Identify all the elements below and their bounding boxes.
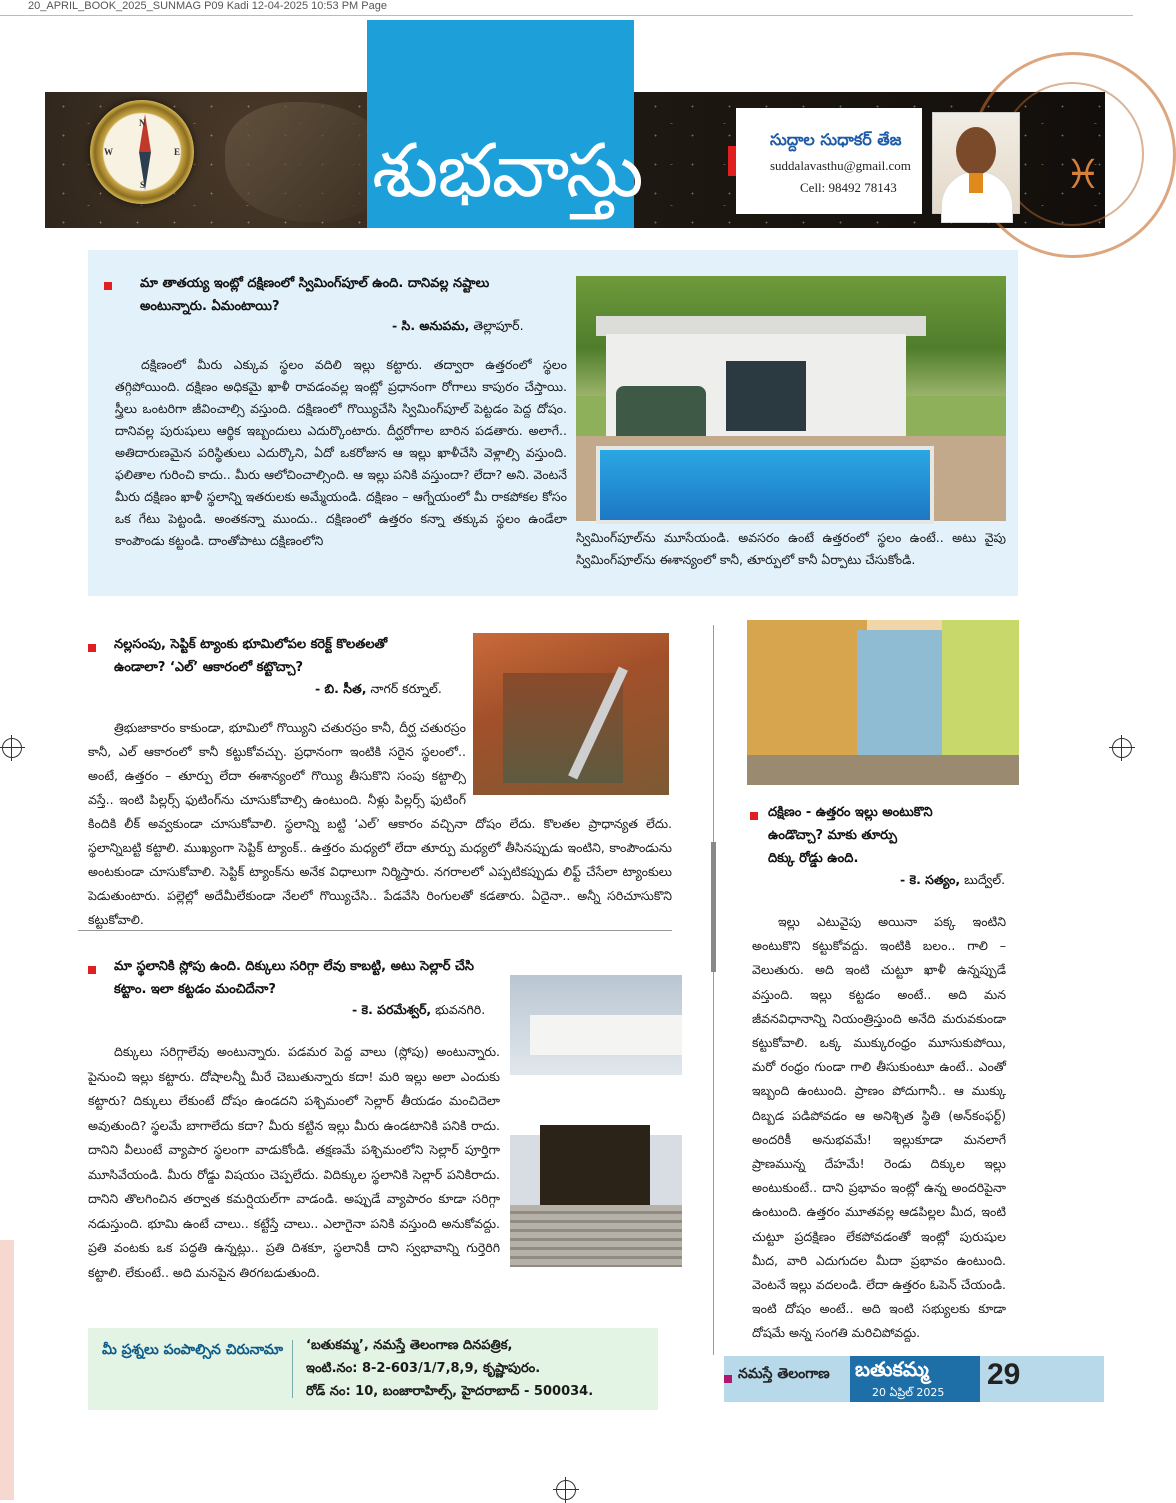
question-2-bullet	[88, 644, 96, 652]
question-4-sig-place: బుద్వేల్.	[960, 872, 1006, 887]
question-4-line-2: ఉండొచ్చా? మాకు తూర్పు	[768, 828, 898, 843]
question-2-line-1: నల్లసంపు, సెప్టిక్ ట్యాంకు భూమిలోపల కరెక్ట్ కొలతలతో	[114, 637, 388, 652]
compass-icon	[90, 100, 194, 204]
column-divider-accent	[711, 842, 716, 972]
question-3-line-2: కట్టాం. ఇలా కట్టడం మంచిదేనా?	[114, 982, 276, 997]
answer-2-image-gap	[466, 716, 672, 798]
question-2-sig-name: - బి. సీత,	[315, 681, 367, 696]
question-2-signature	[315, 681, 442, 700]
section-divider	[78, 930, 672, 931]
registration-mark-left	[2, 738, 22, 758]
address-line-3: రోడ్ నం: 10, బంజారాహిల్స్, హైదరాబాద్ - 500034.	[306, 1384, 594, 1399]
question-1	[140, 272, 560, 318]
print-slug: 20_APRIL_BOOK_2025_SUNMAG P09 Kadi 12-04-2025 10:53 PM Page	[28, 0, 387, 12]
answer-4: ఇల్లు ఎటువైపు అయినా పక్క ఇంటిని అంటుకొని కట్టుకోవద్దు. ఇంటికి బలం.. గాలి – వెలుతురు. అది ఇంటి చుట్టూ ఖాళీ ఉన్నప్పుడే వస్తుంది. ఇల్లు కట్టడం అంటే.. అది మన జీవనవిధానాన్ని నియంత్రిస్తుంది అనేది మరువకుండా కట్టుకోవాలి. ఒక్క ముక్కురంధ్రం మూసుకుపోయి, మరో రంధ్రం గుండా గాలి తీసుకుంటూ ఉంటే.. ఎంతో ఇబ్బంది ఉంటుంది. ప్రాణం పోదుగానీ.. ఆ ముక్కు దిబ్బడ పడిపోవడం ఆ అనిశ్చిత స్థితి (అన్‌కంఫర్ట్) అందరికీ అనుభవమే! ఇల్లుకూడా మనలాగే ప్రాణమున్న దేహమే! రెండు దిక్కుల ఇల్లు అంటుకుంటే.. దాని ప్రభావం ఇంట్లో ఉన్న అందరిపైనా ఉంటుంది. ఉత్తరం మూతవల్ల ఆడపిల్లల మీద, ఇంటి చుట్టూ ప్రదక్షిణం లేకపోవడంతో ఇంట్లో పురుషుల మీద, వారి ఎదుగుదల మీదా ప్రభావం ఉంటుంది. వెంటనే ఇల్లు వదలండి. లేదా ఉత్తరం ఓపెన్ చేయండి. ఇంటి దోషం అంటే.. అది ఇంటి సభ్యులకు కూడా దోషమే అన్న సంగతి మరిచిపోవద్దు.	[752, 914, 1006, 1341]
swimming-pool-photo	[576, 276, 1006, 521]
page-title: శుభవాస్తు	[372, 128, 643, 214]
question-4-bullet	[750, 812, 758, 820]
compass-label-s: S	[140, 180, 146, 190]
pool-photo-roof	[596, 316, 926, 336]
question-3-bullet	[88, 966, 96, 974]
address-separator	[292, 1340, 293, 1398]
footer-date: 20 ఏప్రిల్ 2025	[872, 1386, 945, 1399]
compass-label-n: N	[139, 118, 146, 128]
question-4-signature	[900, 872, 1005, 891]
photo-collar	[969, 173, 983, 193]
footer-magazine-name: బతుకమ్మ	[855, 1357, 929, 1381]
question-3-sig-place: భువనగిరి.	[431, 1002, 486, 1017]
footer-brand: నమస్తే తెలంగాణ	[738, 1366, 830, 1382]
pisces-icon: ♓	[1065, 152, 1101, 198]
question-3-signature	[352, 1002, 485, 1021]
answer-1-right: స్విమింగ్‌పూల్‌ను మూసేయండి. అవసరం ఉంటే ఉత్తరంలో స్థలం ఉంటే.. అటు వైపు స్విమింగ్‌పూల్‌ను ఈశాన్యంలో కానీ, తూర్పులో కానీ ఏర్పాటు చేసుకోండి.	[576, 530, 1006, 567]
answer-2-text: త్రిభుజాకారం కాకుండా, భూమిలో గొయ్యిని చతురస్రం కానీ, దీర్ఘ చతురస్రం కానీ, ఎల్ ఆకారంలో కానీ కట్టుకోవచ్చు. ప్రధానంగా ఇంటికి సరైన స్థలంలో.. అంటే, ఉత్తరం – తూర్పు లేదా ఈశాన్యంలో గొయ్యి తీసుకొని సంపు కట్టాల్సి వస్తే.. ఇంటి పిల్లర్స్ ఫుటింగ్‌ను చూసుకోవాల్సి ఉంటుంది. నీళ్లు పిల్లర్స్ ఫుటింగ్ కిందికి లీక్ అవ్వకుండా చూసుకోవాలి. స్థలాన్ని బట్టి ‘ఎల్’ ఆకారం వచ్చినా దోషం లేదు. కొలతల ప్రాధాన్యత లేదు. స్థలాన్నిబట్టి కట్టాలి. ముఖ్యంగా సెప్టిక్ ట్యాంక్.. ఉత్తరం మధ్యలో లేదా తూర్పు మధ్యలో తీసినప్పుడు ఇంటిని, కాంపౌండును అంటకుండా చూసుకోవాలి. సెప్టిక్ ట్యాంక్‌ను అనేక విధాలుగా నిర్మిస్తారు. నగరాలలో ఎప్పటికప్పుడు లిఫ్ట్ చేసేలా ట్యాంకులు పెడుతుంటారు. పల్లెల్లో అదేమీలేకుండా నేలలో గొయ్యిచేసి.. పేడవేసి రింగులతో కడతారు. ఏదైనా.. అన్నీ సరిచూసుకొని కట్టుకోవాలి.	[88, 720, 672, 927]
question-4	[768, 801, 1008, 870]
author-email: suddalavasthu@gmail.com	[770, 158, 911, 173]
compass-label-e: E	[174, 147, 181, 157]
address-label: మీ ప్రశ్నలు పంపాల్సిన చిరునామా	[101, 1342, 284, 1358]
house-photo-steps	[510, 1205, 682, 1267]
author-accent-bar	[728, 146, 736, 176]
pool-photo-window	[726, 361, 806, 431]
question-3-line-1: మా స్థలానికి స్లోపు ఉంది. దిక్కులు సరిగ్గా లేవు కాబట్టి, అటు సెల్లార్ చేసి	[114, 959, 475, 974]
slug-divider	[0, 15, 1133, 16]
question-2-sig-place: నాగర్ కర్నూల్.	[366, 681, 442, 696]
street-photo-road	[747, 755, 1019, 785]
question-3	[114, 955, 514, 1001]
question-1-signature	[392, 318, 524, 337]
house-photo-upper	[530, 1015, 682, 1055]
address-lines	[306, 1334, 593, 1403]
question-1-line-2: అంటున్నారు. ఏమంటాయి?	[140, 299, 280, 314]
question-1-bullet	[104, 282, 112, 290]
pool-photo-water	[596, 446, 934, 524]
street-buildings-photo	[747, 620, 1019, 785]
question-1-sig-place: తెల్లాపూర్.	[469, 318, 524, 333]
answer-2	[88, 716, 672, 927]
compass-label-w: W	[104, 147, 113, 157]
photo-face	[956, 127, 996, 175]
question-2-line-2: ఉండాలా? ‘ఎల్’ ఆకారంలో కట్టొచ్చా?	[114, 660, 304, 675]
address-line-1: ‘బతుకమ్మ’, నమస్తే తెలంగాణ దినపత్రిక,	[306, 1338, 513, 1353]
author-photo	[932, 112, 1020, 214]
question-4-line-3: దిక్కు రోడ్డు ఉంది.	[768, 851, 859, 866]
author-cell: Cell: 98492 78143	[800, 180, 897, 195]
question-3-sig-name: - కె. పరమేశ్వర్,	[352, 1002, 432, 1017]
house-photo-cellar	[540, 1125, 650, 1205]
question-2	[114, 633, 474, 679]
question-1-line-1: మా తాతయ్య ఇంట్లో దక్షిణంలో స్విమింగ్‌పూల్ ఉంది. దానివల్ల నష్టాలు	[140, 276, 490, 291]
answer-3: దిక్కులు సరిగ్గాలేవు అంటున్నారు. పడమర పెద్ద వాలు (స్లోపు) అంటున్నారు. పైనుంచి ఇల్లు కట్టారు. దోషాలన్నీ మీరే చెబుతున్నారు కదా! మరి ఇల్లు అలా ఎందుకు కట్టారు? దిక్కులు లేకుంటే దోషం ఉండదని పశ్చిమంలో సెల్లార్ తీయడం మంచిదెలా అవుతుంది? స్థలమే బాగాలేదు కదా? మీరు కట్టిన ఇల్లు మీరు ఉండటానికి పనికి రాదు. దానిని వీలుంటే వ్యాపార స్థలంగా వాడుకోండి. తక్షణమే పశ్చిమంలోని సెల్లార్ పూర్తిగా మూసివేయండి. మీరు రోడ్డు విషయం చెప్పలేదు. విదిక్కుల స్థలానికి సెల్లార్ పనికిరాదు. దానిని తొలగించిన తర్వాత కమర్షియల్‌గా వాడండి. అప్పుడే వ్యాపారం కూడా సరిగ్గా నడుస్తుంది. భూమి ఉంటే చాలు.. కట్టేస్తే చాలు.. ఎలాగైనా పనికి వస్తుంది అనుకోవద్దు. ప్రతి వంటకు ఒక పద్ధతి ఉన్నట్లు.. ప్రతి దిశకూ, స్థలానికీ దాని స్వభావాన్ని గుర్తెరిగి కట్టాలి. లేకుంటే.. అది మనపైన తిరగబడుతుంది.	[88, 1044, 500, 1280]
author-name: సుద్దాల సుధాకర్ తేజ	[770, 130, 902, 149]
question-1-sig-name: - సి. అనుపమ,	[392, 318, 470, 333]
margin-color-bar	[0, 1240, 14, 1500]
registration-mark-right	[1112, 738, 1132, 758]
answer-1-left: దక్షిణంలో మీరు ఎక్కువ స్థలం వదిలి ఇల్లు కట్టారు. తద్వారా ఉత్తరంలో స్థలం తగ్గిపోయింది. దక్షిణం అధికమై ఖాళీ రావడంవల్ల ఇంట్లో ప్రధానంగా రోగాలు కాపురం చేస్తాయి. స్త్రీలు ఒంటరిగా జీవించాల్సి వస్తుంది. దక్షిణంలో గొయ్యిచేసి స్విమింగ్‌పూల్ పెట్టడం పెద్ద దోషం. దానివల్ల పురుషులు ఆర్థిక ఇబ్బందులు ఎదుర్కొంటారు. దీర్ఘరోగాల బారిన పడతారు. అలాగే.. అతిదారుణమైన పరిస్థితులు ఎదుర్కొని, ఏదో ఒకరోజున ఆ ఇల్లు ఖాళీచేసి వెళ్లాల్సి వస్తుంది. ఫలితాల గురించి కాదు.. మీరు ఆలోచించాల్సింది. ఆ ఇల్లు పనికి వస్తుందా? లేదా? అని. వెంటనే మీరు దక్షిణం ఖాళీ స్థలాన్ని ఇతరులకు అమ్మేయండి. దక్షిణం – ఆగ్నేయంలో మీ రాకపోకల కోసం ఒక గేటు పెట్టండి. అంతకన్నా ముందు.. దక్షిణంలో ఉత్తరం కన్నా తక్కువ స్థలం ఉండేలా కాంపౌండు కట్టండి. దాంతోపాటు దక్షిణంలోని	[115, 357, 567, 548]
column-divider	[713, 625, 714, 1355]
question-4-line-1: దక్షిణం - ఉత్తరం ఇల్లు అంటుకొని	[768, 805, 933, 820]
address-line-2: ఇంటి.నం: 8-2-603/1/7,8,9, కృష్ణాపురం.	[306, 1361, 541, 1376]
footer-bullet	[724, 1375, 732, 1383]
question-4-sig-name: - కె. సత్యం,	[900, 872, 961, 887]
modern-house-photo	[510, 975, 682, 1267]
page-number: 29	[987, 1358, 1021, 1391]
registration-mark-bottom	[556, 1480, 576, 1500]
